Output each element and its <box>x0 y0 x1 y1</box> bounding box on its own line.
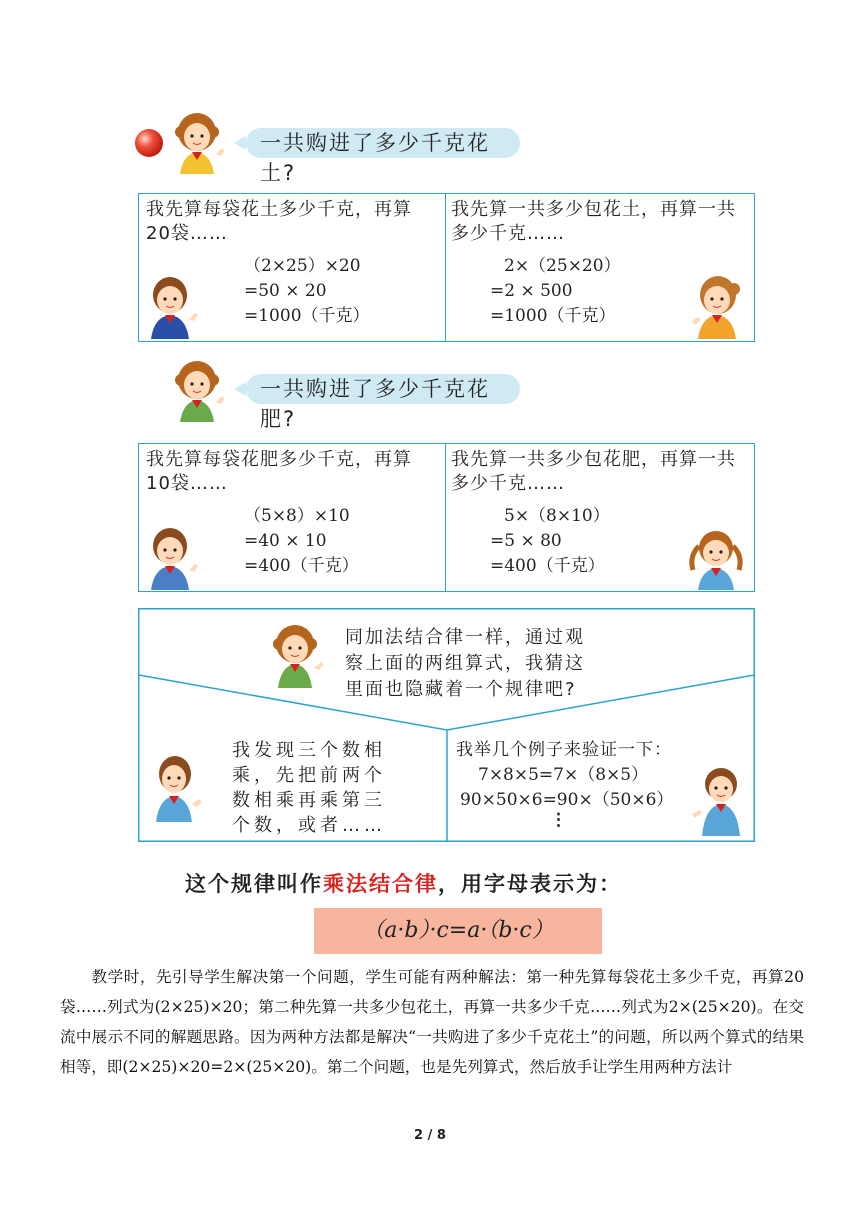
red-ball-icon <box>134 128 164 158</box>
panel-divider <box>445 194 446 341</box>
body-paragraph-text: 教学时，先引导学生解决第一个问题，学生可能有两种解法：第一种先算每袋花土多少千克，再算20袋……列式为(2×25)×20；第二种先算一共多少包花土，再算一共多少千克……列式为2×(25×20)。在交流中展示不同的解题思路。因为两种方法都是解决“一共购进了多少千克花土”的问题，所以两个算式的结果相等，即(2×25)×20=2×(25×20)。第二个问题，也是先列算式，然后放手让学生用两种方法计 <box>60 968 804 1076</box>
girl-illustration-4 <box>684 528 748 590</box>
right-calc-1-line-1: 2×（25×20） <box>504 256 621 276</box>
left-solution-text-1: 我先算每袋花土多少千克，再算20袋…… <box>146 199 412 244</box>
girl-illustration-5 <box>268 622 332 688</box>
right-solution-text-1: 我先算一共多少包花土，再算一共多少千克…… <box>451 199 736 244</box>
right-calc-1-line-3: =1000（千克） <box>490 306 616 326</box>
right-solution-text-2: 我先算一共多少包花肥，再算一共多少千克…… <box>451 449 736 494</box>
law-statement <box>185 870 622 898</box>
girl-illustration-2 <box>686 273 746 339</box>
girl-illustration-3 <box>170 358 232 422</box>
boy-illustration-3 <box>150 752 208 822</box>
girl-illustration <box>170 110 230 174</box>
discussion-top-text: 同加法结合律一样，通过观察上面的两组算式，我猜这里面也隐藏着一个规律吧? <box>345 627 585 700</box>
boy-illustration <box>145 273 205 339</box>
left-calc-1-line-2: =50 × 20 <box>244 281 327 301</box>
discussion-right-title: 我举几个例子来验证一下： <box>456 740 672 760</box>
boy-illustration-2 <box>145 524 205 590</box>
right-calc-2-line-1: 5×（8×10） <box>504 506 610 526</box>
law-formula: （a·b）·c=a·（b·c） <box>314 908 602 954</box>
example-line-2: 90×50×6=90×（50×6） <box>460 790 674 810</box>
question-bubble-1: 一共购进了多少千克花土? <box>246 128 520 158</box>
example-ellipsis: ⋮ <box>550 810 567 830</box>
panel-divider <box>445 444 446 591</box>
discussion-left-text: 我发现三个数相乘，先把前两个数相乘再乘第三个数，或者…… <box>232 740 386 836</box>
law-suffix: ，用字母表示为： <box>438 872 622 896</box>
question-bubble-2: 一共购进了多少千克花肥? <box>246 374 520 404</box>
right-calc-1-line-2: =2 × 500 <box>490 281 573 301</box>
page-number: 2 / 8 <box>414 1128 446 1143</box>
law-prefix: 这个规律叫作 <box>185 872 323 896</box>
left-calc-1-line-3: =1000（千克） <box>244 306 370 326</box>
left-solution-text-2: 我先算每袋花肥多少千克，再算10袋…… <box>146 449 412 494</box>
left-calc-2-line-1: （5×8）×10 <box>244 506 350 526</box>
right-calc-2-line-3: =400（千克） <box>490 556 605 576</box>
left-calc-2-line-3: =400（千克） <box>244 556 359 576</box>
law-name: 乘法结合律 <box>323 872 438 896</box>
left-calc-1-line-1: （2×25）×20 <box>244 256 361 276</box>
right-calc-2-line-2: =5 × 80 <box>490 531 562 551</box>
body-paragraph <box>60 962 804 1082</box>
example-line-1: 7×8×5=7×（8×5） <box>478 765 649 785</box>
left-calc-2-line-2: =40 × 10 <box>244 531 327 551</box>
boy-illustration-4 <box>688 764 750 836</box>
